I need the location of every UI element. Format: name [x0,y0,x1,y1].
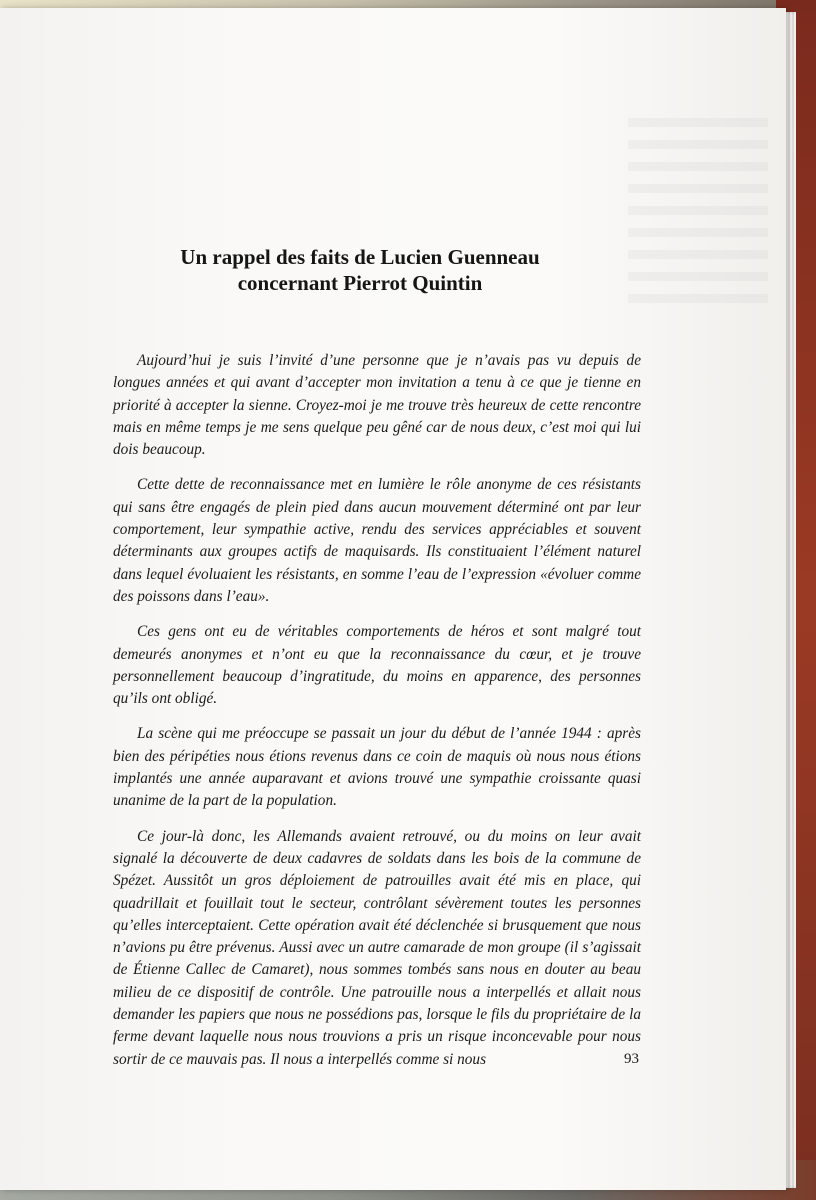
paragraph-4: La scène qui me préoccupe se passait un jour du début de l’année 1944 : après bien des péripéties nous étions revenus dans ce coin de maquis où nous nous étions implantés une année auparavant et avions trouvé une sympathie croissante quasi unanime de la part de la population. [113,725,641,810]
paragraph-5: Ce jour-là donc, les Allemands avaient retrouvé, ou du moins on leur avait signalé la découverte de deux cadavres de soldats dans les bois de la commune de Spézet. Aussitôt un gros déploiement de patrouilles avait été mis en place, qui quadrillait et fouillait tout le secteur, contrôlant sévèrement toutes les personnes qu’elles interceptaient. Cette opération avait été déclenchée si brusquement que nous n’avions pu être prévenus. Aussi avec un autre camarade de mon groupe (il s’agissait de Étienne Callec de Camaret), nous sommes tombés sans nous en douter au beau milieu de ce dispositif de contrôle. Une patrouille nous a interpellés et allait nous demander les papiers que nous ne possédions pas, lorsque le fils du propriétaire de la ferme devant laquelle nous nous trouvions a pris un risque inconcevable pour nous sortir de ce mauvais pas. Il nous a interpellés comme si nous [113,827,641,1068]
show-through-text [628,118,768,308]
paragraph-3: Ces gens ont eu de véritables comportements de héros et sont malgré tout demeurés anonymes et n’ont eu que la reconnaissance du cœur, et je trouve personnellement beaucoup d’ingratitude, du moins en apparence, des personnes qu’ils ont obligé. [113,623,641,708]
paragraph-1: Aujourd’hui je suis l’invité d’une personne que je n’avais pas vu depuis de longues années et qui avant d’accepter mon invitation a tenu à ce que je tienne en priorité à accepter la sienne. Croyez-moi je me trouve très heureux de cette rencontre mais en même temps je me sens quelque peu gêné car de nous deux, c’est moi qui lui dois beaucoup. [113,352,641,459]
page-number: 93 [624,1051,639,1067]
chapter-title-line-2: concernant Pierrot Quintin [237,271,483,295]
chapter-title [110,244,610,296]
chapter-title-line-1: Un rappel des faits de Lucien Guenneau [180,245,540,269]
paragraph-2: Cette dette de reconnaissance met en lumière le rôle anonyme de ces résistants qui sans être engagés de plein pied dans aucun mouvement déterminé ont par leur comportement, leur sympathie active, rendu des services appréciables et souvent déterminants aux groupes actifs de maquisards. Ils constituaient l’élément naturel dans lequel évoluaient les résistants, en somme l’eau de l’expression «évoluer comme des poissons dans l’eau». [113,476,641,605]
body-text [113,350,641,1084]
book-page [0,8,786,1190]
